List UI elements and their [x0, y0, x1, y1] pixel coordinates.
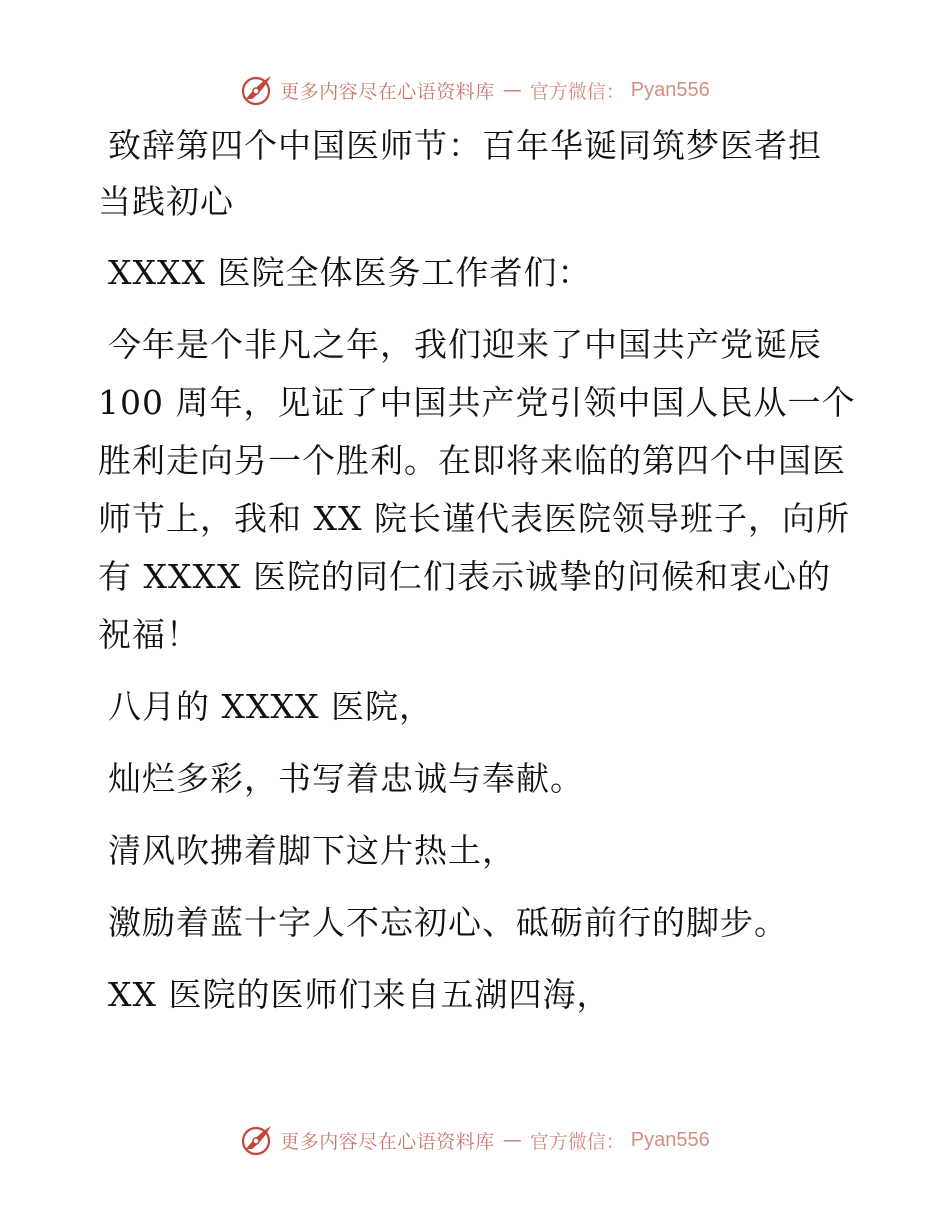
banner-contact-label: 官方微信： — [529, 1130, 625, 1153]
footer-watermark-banner — [0, 1120, 950, 1160]
greeting: XXXX 医院全体医务工作者们： — [108, 253, 592, 292]
verse-line: XX 医院的医师们来自五湖四海， — [108, 975, 611, 1014]
document-body — [98, 118, 858, 1024]
banner-handle: Pyan556 — [630, 78, 710, 101]
main-paragraph: 今年是个非凡之年，我们迎来了中国共产党诞辰 100 周年，见证了中国共产党引领中国人民从一个胜利走向另一个胜利。在即将来临的第四个中国医师节上，我和 XX 院长谨代表医院领导班子，向所有 XXXX 医院的同仁们表示诚挚的问候和衷心的祝福！ — [98, 325, 856, 654]
title-line-1: 致辞第四个中国医师节：百年华诞同筑梦医者担 — [108, 126, 822, 165]
banner-handle: Pyan556 — [630, 1128, 710, 1151]
quill-logo-icon — [240, 1123, 274, 1157]
banner-dash: — — [502, 79, 522, 101]
banner-text: 更多内容尽在心语资料库 — [280, 1130, 495, 1153]
banner-contact-label: 官方微信： — [529, 80, 625, 103]
banner-dash: — — [502, 1129, 522, 1151]
verse-line: 清风吹拂着脚下这片热土， — [108, 831, 516, 870]
verse-line: 激励着蓝十字人不忘初心、砥砺前行的脚步。 — [108, 903, 788, 942]
title-line-2: 当践初心 — [98, 182, 234, 221]
quill-logo-icon — [240, 73, 274, 107]
verse-line: 八月的 XXXX 医院， — [108, 687, 433, 726]
document-title — [98, 118, 858, 230]
verse-line: 灿烂多彩，书写着忠诚与奉献。 — [108, 759, 584, 798]
banner-text: 更多内容尽在心语资料库 — [280, 80, 495, 103]
header-watermark-banner — [0, 70, 950, 110]
